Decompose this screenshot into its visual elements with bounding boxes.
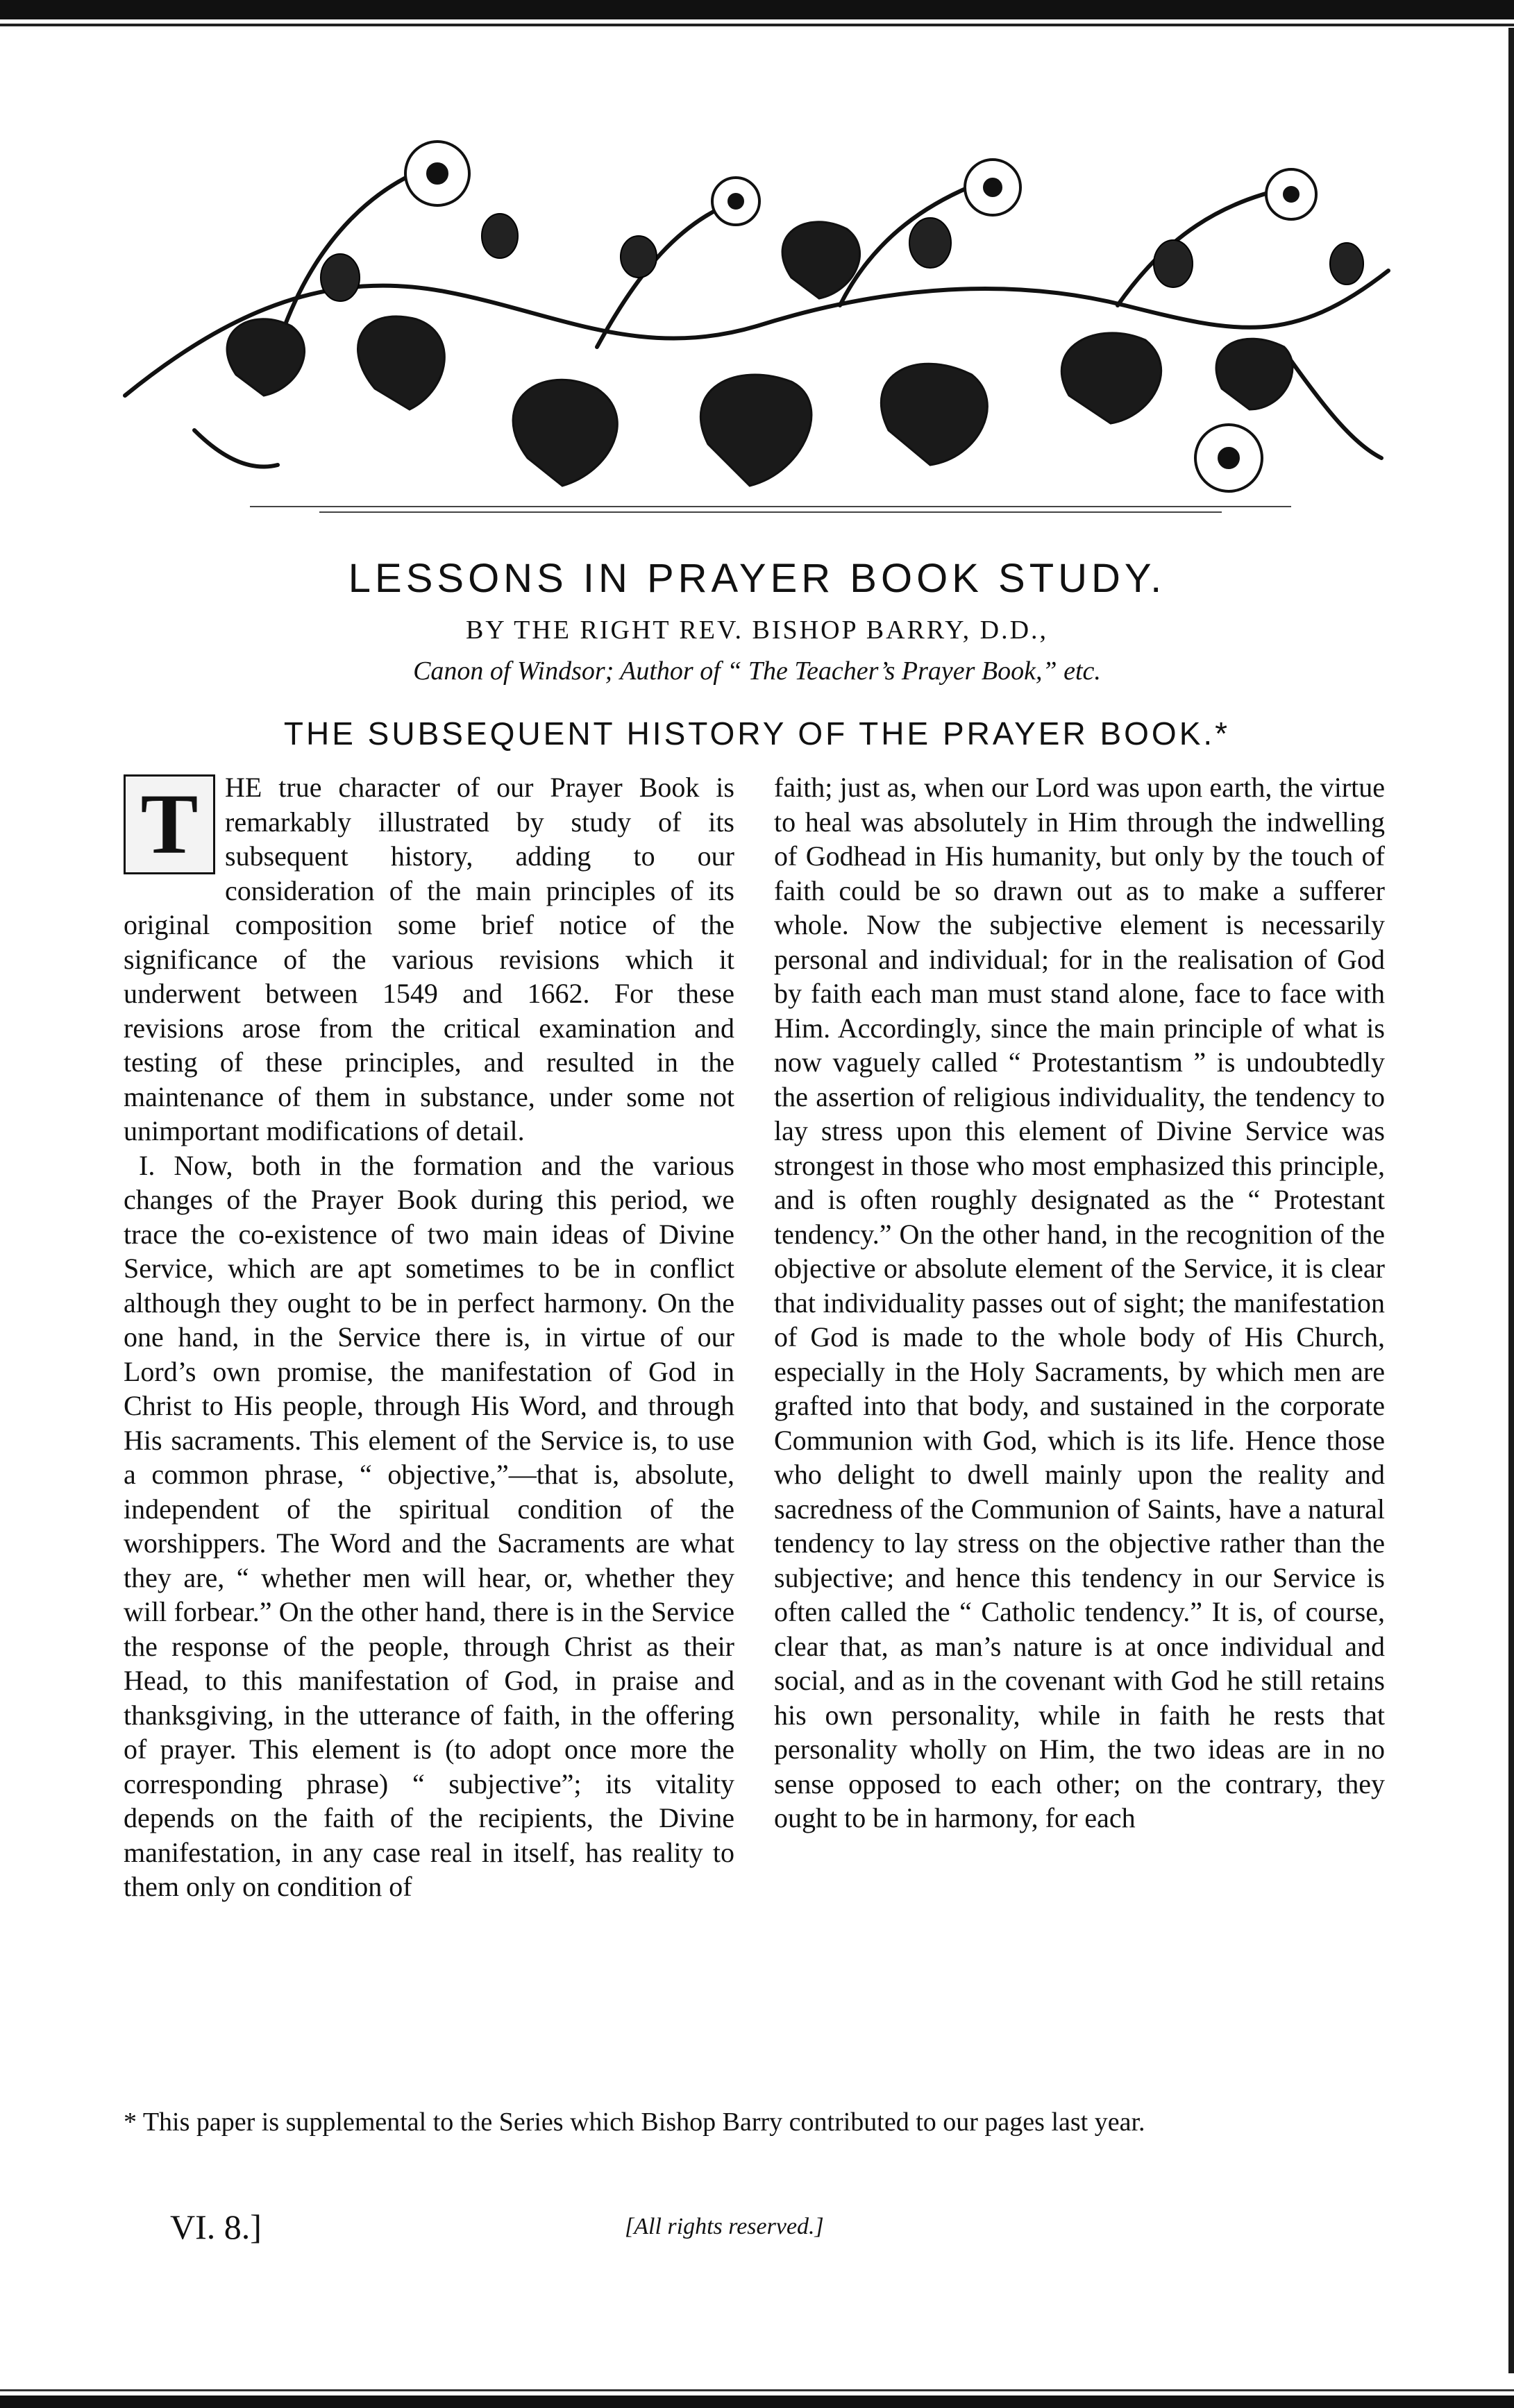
paragraph-continuation: faith; just as, when our Lord was upon earth, the virtue to heal was absolutely in Him through the indwelling of Godhead in His humanity, but only by the touch of faith could be so drawn out as to make a sufferer whole. Now the subjective element is necessarily personal and individual; for in the realisation of God by faith each man must stand alone, face to face with Him. Accordingly, since the main principle of what is now vaguely called “ Protestantism ” is undoubtedly the assertion of religious individuality, the tendency to lay stress upon this element of Divine Service was strongest in those who most emphasized this principle, and is often roughly designated as the “ Protestant tendency.” On the other hand, in the recognition of the objective or absolute element of the Service, it is clear that individuality passes out of sight; the manifestation of God is made to the whole body of His Church, especially in the Holy Sacraments, by which men are grafted into that body, and sustained in the corporate Communion with God, which is its life. Hence those who delight to dwell mainly upon the reality and sacredness of the Communion of Saints, have a natural tendency to lay stress on the objective rather than the subjective; and hence this tendency in our Service is often called the “ Catholic tendency.” It is, of course, clear that, as man’s nature is at once individual and social, and as in the covenant with God he still retains his own personality, while in faith he rests that personality wholly on Him, the two ideas are in no sense opposed to each other; on the contrary, they ought to be in harmony, for each: [774, 772, 1385, 1833]
right-page-edge: [1508, 28, 1514, 2373]
author-credentials: Canon of Windsor; Author of “ The Teacher’s Prayer Book,” etc.: [413, 656, 1101, 686]
rights-notice: [All rights reserved.]: [625, 2214, 824, 2239]
paragraph-intro: HE true character of our Prayer Book is remarkably illustrated by study of its subsequent history, adding to our consideration of the main principles of its original composition some brief notice of the significance of the various revisions which it underwent between 1549 and 1662. For these revisions arose from the critical examination and testing of these principles, and resulted in the maintenance of them in substance, under some not unimportant modifications of detail.: [124, 772, 734, 1146]
bottom-rule: [0, 2396, 1514, 2408]
left-column: [124, 770, 734, 1904]
top-rule-thin: [0, 24, 1514, 26]
footnote: * This paper is supplemental to the Series which Bishop Barry contributed to our pages last year.: [124, 2108, 1145, 2137]
top-rule: [0, 0, 1514, 19]
bottom-rule-thin: [0, 2389, 1514, 2391]
signature-mark: VI. 8.]: [170, 2207, 262, 2246]
section-title: THE SUBSEQUENT HISTORY OF THE PRAYER BOOK.*: [283, 715, 1231, 752]
strawberry-vine-engraving-icon: [111, 97, 1402, 514]
right-column: [774, 770, 1385, 1835]
article-title: LESSONS IN PRAYER BOOK STUDY.: [348, 556, 1166, 601]
paragraph-section-one: I. Now, both in the formation and the various changes of the Prayer Book during this period, we trace the co-existence of two main ideas of Divine Service, which are apt sometimes to be in conflict although they ought to be in perfect harmony. On the one hand, in the Service there is, in virtue of our Lord’s own promise, the manifestation of God in Christ to His people, through His Word, and through His sacraments. This element of the Service is, to use a common phrase, “ objective,”—that is, absolute, independent of the spiritual condition of the worshippers. The Word and the Sacraments are what they are, “ whether men will hear, or, whether they will forbear.” On the other hand, there is in the Service the response of the people, through Christ as their Head, to this manifestation of God, in praise and thanksgiving, in the utterance of faith, in the offering of prayer. This element is (to adopt once more the corresponding phrase) “ subjective”; its vitality depends on the faith of the recipients, the Divine manifestation, in any case real in itself, has reality to them only on condition of: [124, 1149, 734, 1902]
author-byline: BY THE RIGHT REV. BISHOP BARRY, D.D.,: [465, 616, 1049, 645]
dropcap-initial: [124, 774, 215, 874]
dropcap-letter: T: [140, 777, 199, 872]
